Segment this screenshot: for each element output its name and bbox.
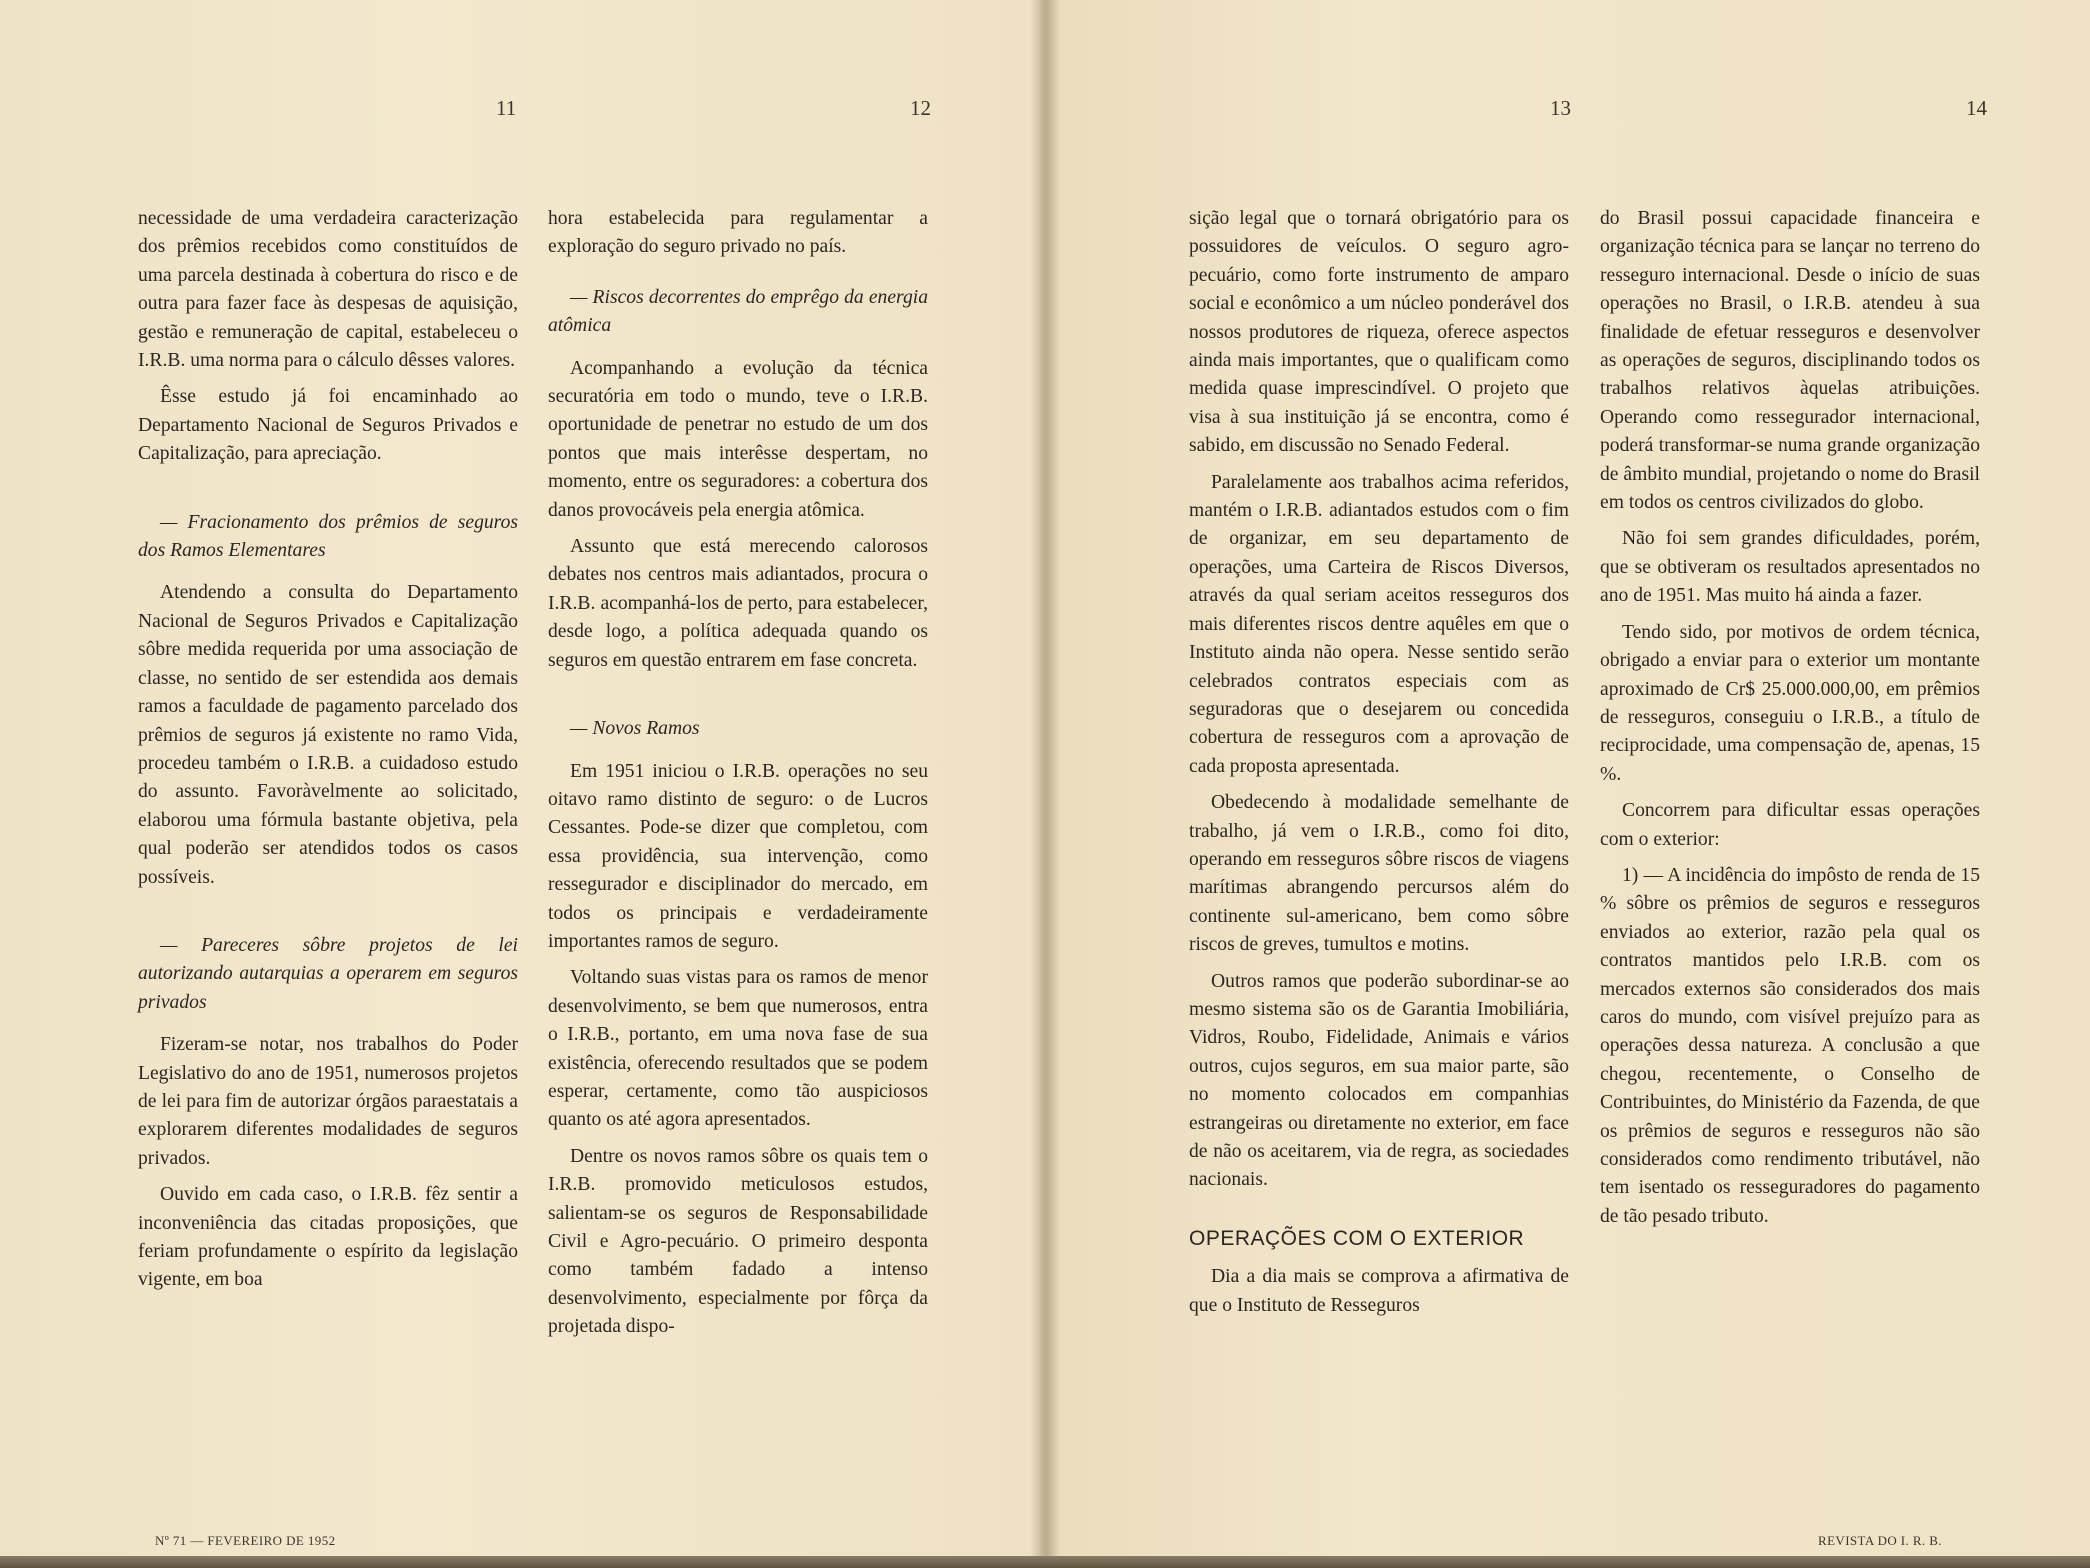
paragraph: Outros ramos que poderão subordinar-se ao mesmo sistema são os de Garantia Imobiliária, Vidros, Roubo, Fidelidade, Animais e vários outros, cujos seguros, em sua maior parte, são no momento colocados em companhias estrangeiras ou diretamente no exterior, em face de não os aceitarem, via de regra, as sociedades nacionais. <box>1189 970 1569 1191</box>
page-number-11: 11 <box>496 96 517 120</box>
paragraph: Não foi sem grandes dificuldades, porém, que se obtiveram os resultados apresentados no ano de 1951. Mas muito há ainda a fazer. <box>1600 528 1980 607</box>
paragraph: sição legal que o tornará obrigatório para os possuidores de veículos. O seguro agro-pecuário, como forte instrumento de amparo social e econômico a um núcleo ponderável dos nossos produtores de riqueza, oferece aspectos ainda mais importantes, que o qualificam como medida quase imprescindível. O projeto que visa à sua instituição já se encontra, como é sabido, em discussão no Senado Federal. <box>1189 208 1569 457</box>
book-gutter <box>1030 0 1060 1568</box>
footer-journal: REVISTA DO I. R. B. <box>1818 1533 1942 1548</box>
page-number-12: 12 <box>910 96 931 120</box>
paragraph: Fizeram-se notar, nos trabalhos do Poder Legislativo do ano de 1951, numerosos projetos de lei para fim de autorizar órgãos paraestatais a explorarem diferentes modalidades de seguros privados. <box>138 1034 518 1169</box>
footer-issue: Nº 71 — FEVEREIRO DE 1952 <box>155 1533 336 1548</box>
paragraph: Concorrem para dificultar essas operações com o exterior: <box>1600 800 1980 850</box>
paragraph: Acompanhando a evolução da técnica securatória em todo o mundo, teve o I.R.B. oportunidade de penetrar no estudo de um dos pontos que mais interêsse despertam, no momento, entre os seguradores: a cobertura dos danos provocáveis pela energia atômica. <box>548 357 928 521</box>
paragraph: do Brasil possui capacidade financeira e organização técnica para se lançar no terreno do resseguro internacional. Desde o início de suas operações no Brasil, o I.R.B. atendeu à sua finalidade de efetuar resseguros e desenvolver as operações de seguros, disciplinando todos os trabalhos relativos àquelas atribuições. Operando como ressegurador internacional, poderá transformar-se numa grande organização de âmbito mundial, projetando o nome do Brasil em todos os centros civilizados do globo. <box>1600 208 1980 514</box>
paragraph: 1) — A incidência do impôsto de renda de 15 % sôbre os prêmios de seguros e resseguros enviados ao exterior, razão pela qual os contratos mantidos pelo I.R.B. com os mercados externos são considerados dos mais caros do mundo, com visível prejuízo para as operações dessa natureza. A conclusão a que chegou, recentemente, o Conselho de Contribuintes, do Ministério da Fazenda, de que os prêmios de seguros e resseguros não são considerados como rendimento tributável, não tem isentado os resseguradores do pagamento de tão pesado tributo. <box>1600 864 1980 1227</box>
paragraph: Em 1951 iniciou o I.R.B. operações no seu oitavo ramo distinto de seguro: o de Lucros Cessantes. Pode-se dizer que completou, com essa providência, sua intervenção, como ressegurador e disciplinador do mercado, em todos os principais e verdadeiramente importantes ramos de seguro. <box>548 760 928 952</box>
section-subheading: — Pareceres sôbre projetos de lei autorizando autarquias a operarem em seguros privados <box>138 934 518 1013</box>
paragraph: Paralelamente aos trabalhos acima referidos, mantém o I.R.B. adiantados estudos com o fim de organizar, em seu departamento de operações, uma Carteira de Riscos Diversos, através da qual seriam aceitos resseguros dos mais diferentes riscos dentre aquêles em que o Instituto ainda não opera. Nesse sentido serão celebrados contratos especiais com as seguradoras que o desejarem ou concedida cobertura de resseguros com a aprovação de cada proposta apresentada. <box>1189 471 1569 777</box>
page-bottom-edge <box>0 1556 2090 1568</box>
paragraph: Atendendo a consulta do Departamento Nacional de Seguros Privados e Capitalização sôbre medida requerida por uma associação de classe, no sentido de ser estendida aos demais ramos a faculdade de pagamento parcelado dos prêmios de seguros já existente no ramo Vida, procedeu também o I.R.B. a cuidadoso estudo do assunto. Favoràvelmente ao solicitado, elaborou uma fórmula bastante objetiva, pela qual poderão ser atendidos todos os casos possíveis. <box>138 582 518 888</box>
paragraph: Ouvido em cada caso, o I.R.B. fêz sentir a inconveniência das citadas proposições, que feriam profundamente o espírito da legislação vigente, em boa <box>138 1184 518 1291</box>
paragraph: necessidade de uma verdadeira caracterização dos prêmios recebidos como constituídos de uma parcela destinada à cobertura do risco e de outra para fazer face às despesas de aquisição, gestão e remuneração de capital, estabeleceu o I.R.B. uma norma para o cálculo dêsses valores. <box>138 208 518 372</box>
column-page-12 <box>548 205 928 1350</box>
page-number-14: 14 <box>1966 96 1987 120</box>
paragraph: Assunto que está merecendo calorosos debates nos centros mais adiantados, procura o I.R.B. acompanhá-los de perto, para estabelecer, desde logo, a política adequada quando os seguros em questão entrarem em fase concreta. <box>548 536 928 671</box>
paragraph: hora estabelecida para regulamentar a exploração do seguro privado no país. <box>548 208 928 258</box>
section-subheading: — Fracionamento dos prêmios de seguros dos Ramos Elementares <box>138 511 518 562</box>
paragraph: Tendo sido, por motivos de ordem técnica, obrigado a enviar para o exterior um montante aproximado de Cr$ 25.000.000,00, em prêmios de resseguros, conseguiu o I.R.B., a título de reciprocidade, uma compensação de, apenas, 15 %. <box>1600 621 1980 785</box>
column-page-11 <box>138 205 518 1303</box>
paragraph: Êsse estudo já foi encaminhado ao Departamento Nacional de Seguros Privados e Capitalização, para apreciação. <box>138 386 518 465</box>
paragraph: Dia a dia mais se comprova a afirmativa de que o Instituto de Resseguros <box>1189 1266 1569 1316</box>
column-page-13 <box>1189 205 1569 1328</box>
section-heading: OPERAÇÕES COM O EXTERIOR <box>1189 1226 1525 1250</box>
paragraph: Obedecendo à modalidade semelhante de trabalho, já vem o I.R.B., como foi dito, operando em resseguros sôbre riscos de viagens marítimas abrangendo percursos além do continente sul-americano, bem como sôbre riscos de greves, tumultos e motins. <box>1189 792 1569 956</box>
section-subheading: — Riscos decorrentes do emprêgo da energia atômica <box>548 286 928 337</box>
section-subheading: — Novos Ramos <box>570 718 700 740</box>
paragraph: Dentre os novos ramos sôbre os quais tem o I.R.B. promovido meticulosos estudos, salientam-se os seguros de Responsabilidade Civil e Agro-pecuário. O primeiro desponta como também fadado a intenso desenvolvimento, especialmente por fôrça da projetada dispo- <box>548 1145 928 1338</box>
paragraph: Voltando suas vistas para os ramos de menor desenvolvimento, se bem que numerosos, entra o I.R.B., portanto, em uma nova fase de sua existência, oferecendo resultados que se podem esperar, certamente, como tão auspiciosos quanto os até agora apresentados. <box>548 967 928 1131</box>
page-number-13: 13 <box>1550 96 1571 120</box>
column-page-14 <box>1600 205 1980 1239</box>
